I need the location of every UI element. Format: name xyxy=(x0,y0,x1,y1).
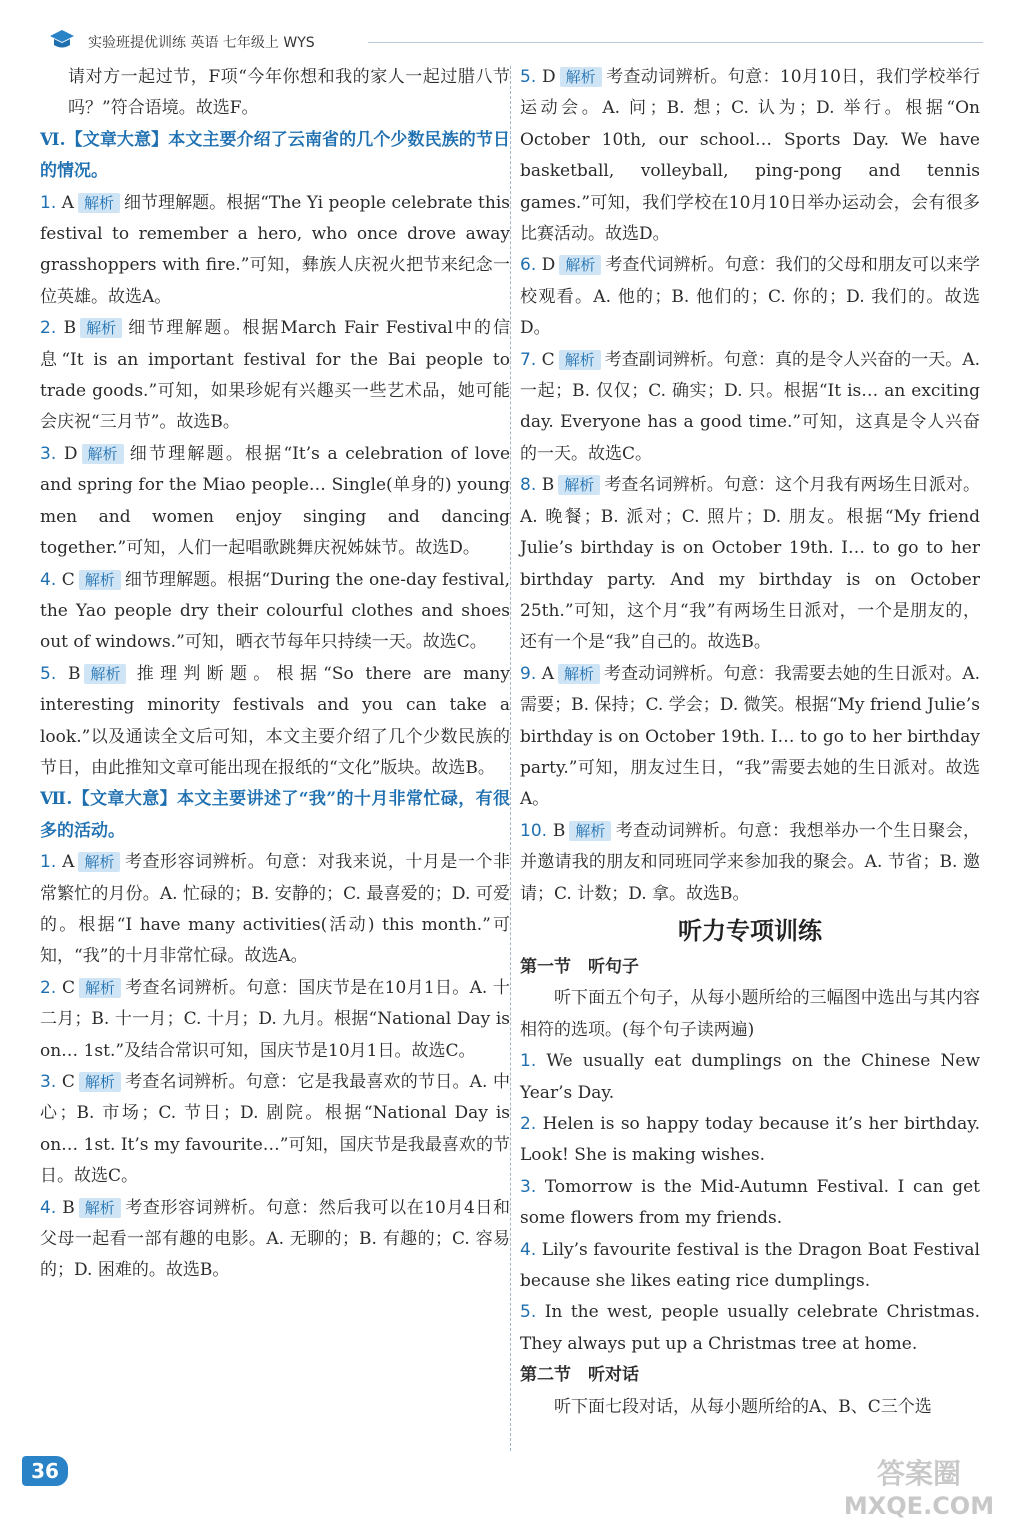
analysis-badge: 解析 xyxy=(78,852,120,872)
analysis-badge: 解析 xyxy=(79,1198,121,1218)
analysis-badge: 解析 xyxy=(559,255,601,275)
answer-item: 5. B 解析 推理判断题。根据“So there are many interesting minority festivals and you can take a look.”以及通读全文后可知，本文主要介绍了几个少数民族的节日，由此推知文章可能出现在报纸的“文化”版块。故选B。 xyxy=(40,663,510,778)
header-title: 实验班提优训练 英语 七年级上 WYS xyxy=(88,35,315,51)
answer-item: 10. B 解析 考查动词辨析。句意：我想举办一个生日聚会，并邀请我的朋友和同班同学来参加我的聚会。A. 节省；B. 邀请；C. 计数；D. 拿。故选B。 xyxy=(520,820,981,904)
watermark-logo: 答案圈 MXQE.COM xyxy=(843,1457,995,1520)
answer-item: 8. B 解析 考查名词辨析。句意：这个月我有两场生日派对。A. 晚餐；B. 派对；C. 照片；D. 朋友。根据“My friend Julie’s birthday is on October 19th. I… to go to her birthday party. And my birthday is on October 25th.”可知，这个月“我”有两场生日派对，一个是朋友的，还有一个是“我”自己的。故选B。 xyxy=(520,475,980,653)
left-column xyxy=(40,62,510,1287)
column-divider xyxy=(510,66,511,1451)
part-1-title: 第一节 听句子 xyxy=(520,956,639,977)
answer-item: 2. C 解析 考查名词辨析。句意：国庆节是在10月1日。A. 十二月；B. 十一月；C. 十月；D. 九月。根据“National Day is on… 1st.”及结合常识可知，国庆节是10月1日。故选C。 xyxy=(40,977,510,1061)
book-logo-icon xyxy=(48,28,76,50)
answer-item: 9. A 解析 考查动词辨析。句意：我需要去她的生日派对。A. 需要；B. 保持；C. 学会；D. 微笑。根据“My friend Julie’s birthday is on October 19th. I… to go to her birthday party.”可知，朋友过生日，“我”需要去她的生日派对。故选A。 xyxy=(520,663,980,810)
part-2-title: 第二节 听对话 xyxy=(520,1365,639,1386)
section-6-summary: Ⅵ.【文章大意】本文主要介绍了云南省的几个少数民族的节日的情况。 xyxy=(40,129,510,182)
analysis-badge: 解析 xyxy=(558,475,600,495)
page-header xyxy=(38,22,983,62)
analysis-badge: 解析 xyxy=(79,978,121,998)
right-column xyxy=(520,62,980,1423)
sentence-item: 2. Helen is so happy today because it’s her birthday. Look! She is making wishes. xyxy=(520,1114,980,1166)
answer-item: 1. A 解析 细节理解题。根据“The Yi people celebrate this festival to remember a hero, who once drove away grasshoppers with fire.”可知，彝族人庆祝火把节来纪念一位英雄。故选A。 xyxy=(40,192,510,307)
sentence-item: 4. Lily’s favourite festival is the Dragon Boat Festival because she likes eating rice dumplings. xyxy=(520,1239,980,1292)
answer-item: 7. C 解析 考查副词辨析。句意：真的是令人兴奋的一天。A. 一起；B. 仅仅；C. 确实；D. 只。根据“It is… an exciting day. Everyone has a good time.”可知，这真是令人兴奋的一天。故选C。 xyxy=(520,349,980,464)
answer-item: 4. B 解析 考查形容词辨析。句意：然后我可以在10月4日和父母一起看一部有趣的电影。A. 无聊的；B. 有趣的；C. 容易的；D. 困难的。故选B。 xyxy=(40,1197,511,1281)
intro-text: 请对方一起过节，F项“今年你想和我的家人一起过腊八节吗？”符合语境。故选F。 xyxy=(68,67,510,119)
answer-item: 6. D 解析 考查代词辨析。句意：我们的父母和朋友可以来学校观看。A. 他的；B. 他们的；C. 你的；D. 我们的。故选D。 xyxy=(520,255,980,339)
answer-item: 5. D 解析 考查动词辨析。句意：10月10日，我们学校举行运动会。A. 问；B. 想；C. 认为；D. 举行。根据“On October 10th, our school… Sports Day. We have basketball, volleyball, ping-pong and tennis games.”可知，我们学校在10月10日举办运动会，会有很多比赛活动。故选D。 xyxy=(520,67,981,245)
analysis-badge: 解析 xyxy=(78,193,120,213)
analysis-badge: 解析 xyxy=(79,570,121,590)
sentence-item: 3. Tomorrow is the Mid-Autumn Festival. I can get some flowers from my friends. xyxy=(520,1176,980,1229)
sentence-item: 5. In the west, people usually celebrate Christmas. They always put up a Christmas tree at home. xyxy=(520,1302,980,1354)
part-2-instructions: 听下面七段对话，从每小题所给的A、B、C三个选 xyxy=(554,1396,932,1417)
sentence-item: 1. We usually eat dumplings on the Chinese New Year’s Day. xyxy=(520,1051,981,1103)
analysis-badge: 解析 xyxy=(560,67,602,87)
answer-item: 1. A 解析 考查形容词辨析。句意：对我来说，十月是一个非常繁忙的月份。A. 忙碌的；B. 安静的；C. 最喜爱的；D. 可爱的。根据“I have many activities(活动) this month.”可知，“我”的十月非常忙碌。故选A。 xyxy=(40,852,511,967)
header-rule xyxy=(368,42,983,43)
answer-item: 4. C 解析 细节理解题。根据“During the one-day festival, the Yao people dry their colourful clothes and shoes out of windows.”可知，晒衣节每年只持续一天。故选C。 xyxy=(40,569,510,653)
analysis-badge: 解析 xyxy=(84,664,126,684)
analysis-badge: 解析 xyxy=(79,1072,121,1092)
answer-item: 3. C 解析 考查名词辨析。句意：它是我最喜欢的节日。A. 中心；B. 市场；C. 节日；D. 剧院。根据“National Day is on… 1st. It’s my favourite…”可知，国庆节是我最喜欢的节日。故选C。 xyxy=(40,1072,510,1187)
analysis-badge: 解析 xyxy=(82,444,124,464)
analysis-badge: 解析 xyxy=(559,350,601,370)
answer-item: 3. D 解析 细节理解题。根据“It’s a celebration of love and spring for the Miao people… Single(单身的) young men and women enjoy singing and dancing together.”可知，人们一起唱歌跳舞庆祝姊妹节。故选D。 xyxy=(40,443,510,559)
answer-item: 2. B 解析 细节理解题。根据March Fair Festival中的信息“It is an important festival for the Bai people to trade goods.”可知，如果珍妮有兴趣买一些艺术品，她可能会庆祝“三月节”。故选B。 xyxy=(40,318,510,433)
analysis-badge: 解析 xyxy=(80,318,122,338)
analysis-badge: 解析 xyxy=(558,664,600,684)
section-7-summary: Ⅶ.【文章大意】本文主要讲述了“我”的十月非常忙碌，有很多的活动。 xyxy=(40,789,510,841)
listening-section-title: 听力专项训练 xyxy=(678,916,822,945)
page-number: 36 xyxy=(22,1456,68,1486)
analysis-badge: 解析 xyxy=(569,821,611,841)
part-1-instructions: 听下面五个句子，从每小题所给的三幅图中选出与其内容相符的选项。(每个句子读两遍) xyxy=(520,988,980,1040)
